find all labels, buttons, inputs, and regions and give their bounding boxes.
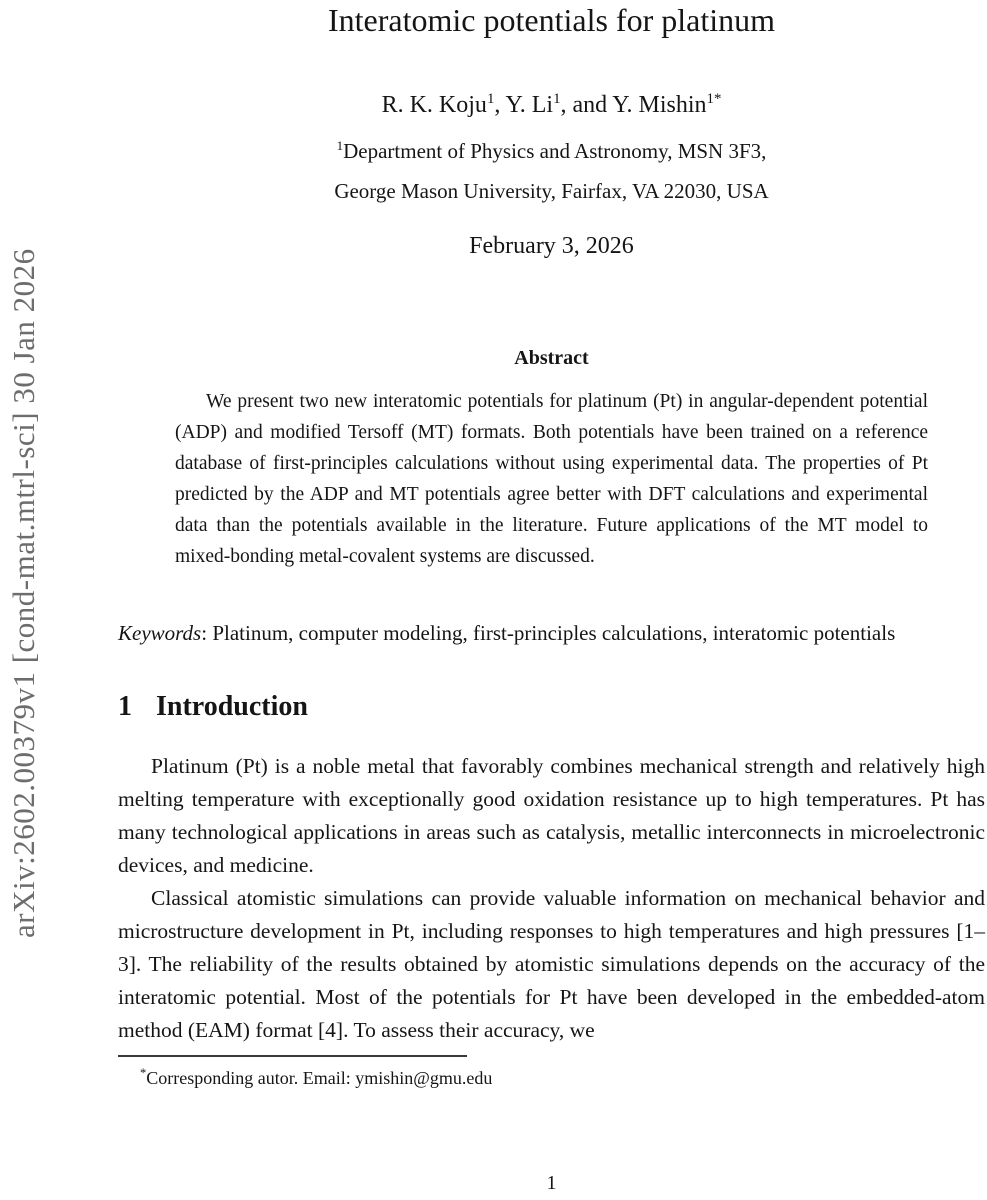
author-superscript: 1 bbox=[486, 91, 495, 107]
keywords-label: Keywords bbox=[118, 621, 202, 645]
author-separator: , bbox=[494, 92, 506, 118]
affiliation-text: Department of Physics and Astronomy, MSN 3F3, bbox=[343, 139, 767, 163]
section-title: Introduction bbox=[156, 691, 308, 722]
paper-content bbox=[118, 0, 985, 1091]
section-number: 1 bbox=[118, 691, 132, 722]
intro-paragraph-1: Platinum (Pt) is a noble metal that favorably combines mechanical strength and relatively high melting temperature with exceptionally good oxidation resistance up to high temperatures. Pt has many technological applications in areas such as catalysis, metallic interconnects in microelectronic devices, and medicine. bbox=[118, 754, 985, 877]
abstract-text: We present two new interatomic potentials for platinum (Pt) in angular-dependent potential (ADP) and modified Tersoff (MT) formats. Both potentials have been trained on a reference database of first-principles calculations without using experimental data. The properties of Pt predicted by the ADP and MT potentials agree better with DFT calculations and experimental data than the potentials available in the literature. Future applications of the MT model to mixed-bonding metal-covalent systems are discussed. bbox=[175, 391, 928, 567]
affiliation-superscript: 1 bbox=[336, 138, 344, 153]
keywords-text: : Platinum, computer modeling, first-principles calculations, interatomic potentials bbox=[201, 621, 896, 645]
author-superscript: 1* bbox=[706, 91, 722, 107]
arxiv-watermark: arXiv:2602.00379v1 [cond-mat.mtrl-sci] 30 Jan 2026 bbox=[6, 248, 41, 938]
affiliation-line-1 bbox=[118, 132, 985, 165]
section-heading-introduction bbox=[118, 690, 985, 724]
author-name: Y. Li bbox=[505, 92, 554, 118]
footnote bbox=[118, 1060, 985, 1091]
footnote-text: Corresponding autor. Email: ymishin@gmu.edu bbox=[146, 1068, 493, 1088]
author-name: R. K. Koju bbox=[381, 92, 487, 118]
author-superscript: 1 bbox=[553, 91, 561, 107]
paper-date: February 3, 2026 bbox=[469, 233, 634, 259]
author-separator: , and bbox=[560, 92, 613, 118]
author-line bbox=[118, 84, 985, 120]
affiliation-line-2: George Mason University, Fairfax, VA 22030, USA bbox=[334, 179, 769, 203]
intro-paragraph-2: Classical atomistic simulations can provide valuable information on mechanical behavior and microstructure development in Pt, including responses to high temperatures and high pressures [1–3]. The reliability of the results obtained by atomistic simulations depends on the accuracy of the interatomic potential. Most of the potentials for Pt have been developed in the embedded-atom method (EAM) format [4]. To assess their accuracy, we bbox=[118, 886, 985, 1042]
page-number: 1 bbox=[546, 1172, 557, 1194]
footnote-marker: * bbox=[140, 1066, 147, 1080]
footnote-rule bbox=[118, 1055, 467, 1057]
paper-title: Interatomic potentials for platinum bbox=[328, 2, 775, 38]
author-name: Y. Mishin bbox=[612, 92, 707, 118]
abstract-heading: Abstract bbox=[514, 347, 589, 369]
keywords-line bbox=[118, 616, 985, 650]
